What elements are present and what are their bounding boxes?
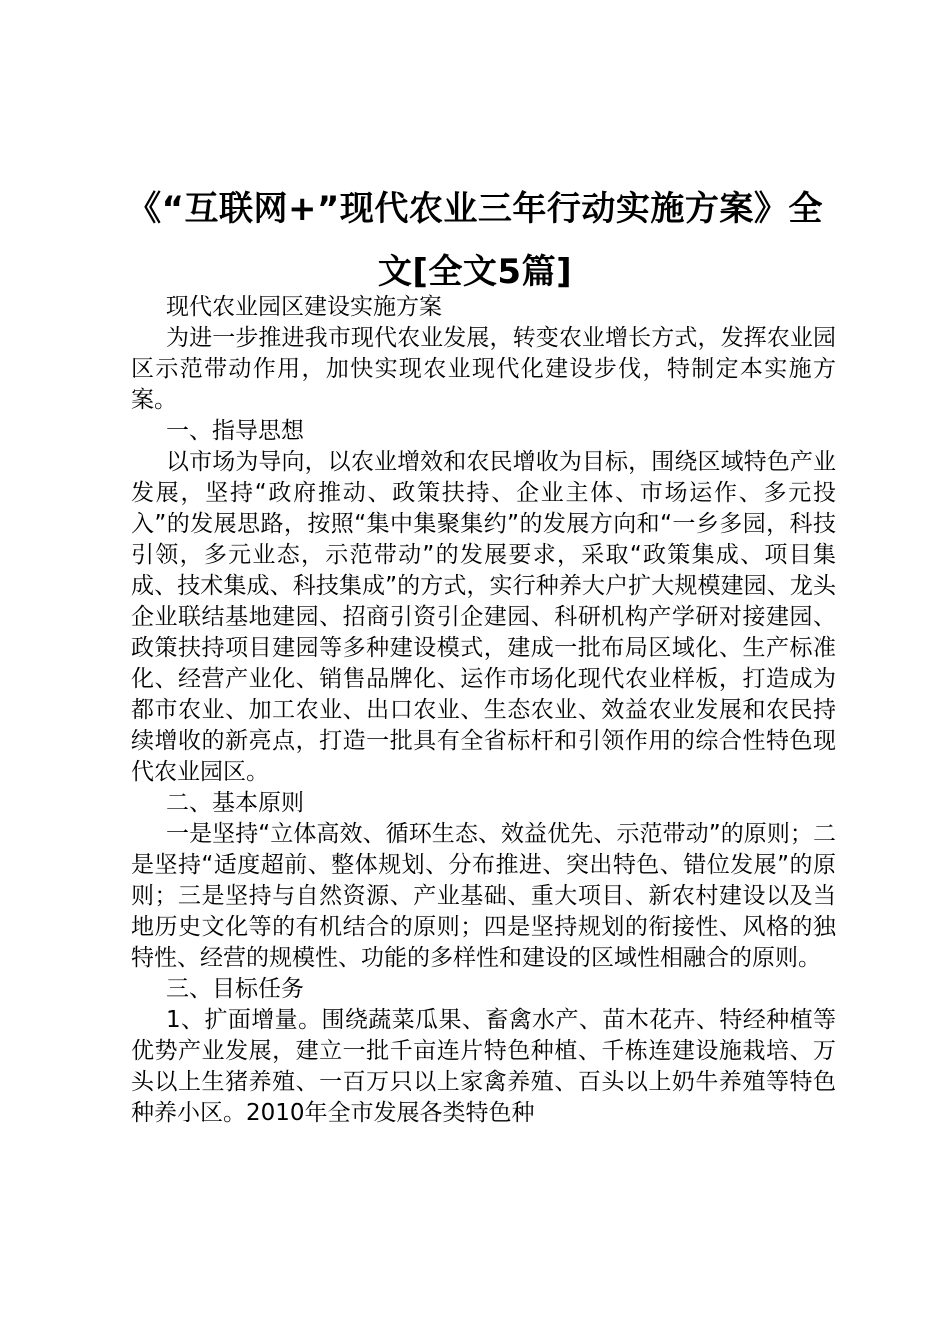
section-heading: 二、基本原则 xyxy=(166,790,304,816)
section-heading: 三、目标任务 xyxy=(166,976,304,1002)
section-heading: 一、指导思想 xyxy=(166,418,304,444)
paragraph: 一是坚持“立体高效、循环生态、效益优先、示范带动”的原则；二是坚持“适度超前、整体规划、分布推进、突出特色、错位发展”的原则；三是坚持与自然资源、产业基础、重大项目、新农村建设以及当地历史文化等的有机结合的原则；四是坚持规划的衔接性、风格的独特性、经营的规模性、功能的多样性和建设的区域性相融合的原则。 xyxy=(131,821,836,971)
paragraph: 以市场为导向，以农业增效和农民增收为目标，围绕区域特色产业发展，坚持“政府推动、政策扶持、企业主体、市场运作、多元投入”的发展思路，按照“集中集聚集约”的发展方向和“一乡多园，科技引领，多元业态，示范带动”的发展要求，采取“政策集成、项目集成、技术集成、科技集成”的方式，实行种养大户扩大规模建园、龙头企业联结基地建园、招商引资引企建园、科研机构产学研对接建园、政策扶持项目建园等多种建设模式，建成一批布局区域化、生产标准化、经营产业化、销售品牌化、运作市场化现代农业样板，打造成为都市农业、加工农业、出口农业、生态农业、效益农业发展和农民持续增收的新亮点，打造一批具有全省标杆和引领作用的综合性特色现代农业园区。 xyxy=(131,449,836,785)
section-heading: 现代农业园区建设实施方案 xyxy=(166,294,442,320)
document-title: 《“互联网+”现代农业三年行动实施方案》全文[全文5篇] xyxy=(127,189,823,292)
paragraph: 为进一步推进我市现代农业发展，转变农业增长方式，发挥农业园区示范带动作用，加快实现农业现代化建设步伐，特制定本实施方案。 xyxy=(131,325,836,413)
document-body xyxy=(131,292,836,1129)
paragraph: 1、扩面增量。围绕蔬菜瓜果、畜禽水产、苗木花卉、特经种植等优势产业发展，建立一批千亩连片特色种植、千栋连建设施栽培、万头以上生猪养殖、一百万只以上家禽养殖、百头以上奶牛养殖等特色种养小区。2010年全市发展各类特色种 xyxy=(131,1007,836,1126)
